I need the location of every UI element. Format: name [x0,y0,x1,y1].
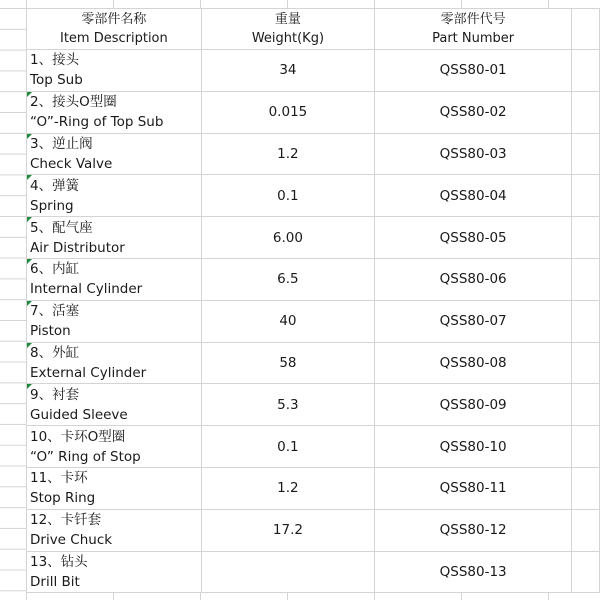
item-name-cn: 11、卡环 [30,470,88,487]
weight-cell[interactable]: 17.2 [201,509,374,551]
item-name-en: External Cylinder [30,364,147,381]
table-row [27,384,600,426]
empty-cell[interactable] [572,217,600,259]
item-name-cn: 3、逆止阀 [30,135,93,152]
weight-cell[interactable]: 0.015 [201,91,374,133]
item-name-cn: 5、配气座 [30,219,93,236]
table-row [27,258,600,300]
empty-cell[interactable] [572,50,600,92]
comment-indicator-icon [27,259,32,264]
weight-cell[interactable]: 6.00 [201,217,374,259]
item-description-cell[interactable] [27,509,202,551]
empty-cell[interactable] [572,258,600,300]
part-number-cell[interactable]: QSS80-13 [375,551,572,593]
item-description-cell[interactable] [27,467,202,509]
header-cell-part-number[interactable] [375,9,572,50]
table-row [27,175,600,217]
item-name-en: Air Distributor [30,239,125,256]
item-description-cell[interactable] [27,426,202,468]
header-row [27,9,600,50]
item-name-cn: 4、弹簧 [30,177,80,194]
header-description-cn: 零部件名称 [81,12,147,27]
weight-cell[interactable]: 5.3 [201,384,374,426]
part-number-cell[interactable]: QSS80-10 [375,426,572,468]
empty-cell[interactable] [572,426,600,468]
header-description-en: Item Description [59,31,168,46]
parts-table [26,8,600,593]
item-name-en: Check Valve [30,155,113,172]
part-number-cell[interactable]: QSS80-09 [375,384,572,426]
table-row [27,50,600,92]
item-description-cell[interactable] [27,91,202,133]
item-name-cn: 9、衬套 [30,386,80,403]
table-row [27,426,600,468]
empty-cell[interactable] [572,9,600,50]
item-description-cell[interactable] [27,50,202,92]
table-row [27,342,600,384]
table-row [27,551,600,593]
weight-cell[interactable]: 6.5 [201,258,374,300]
comment-indicator-icon [27,343,32,348]
item-name-en: Piston [30,323,71,340]
comment-indicator-icon [27,175,32,180]
empty-cell[interactable] [572,509,600,551]
part-number-cell[interactable]: QSS80-05 [375,217,572,259]
item-description-cell[interactable] [27,258,202,300]
item-name-en: Drive Chuck [30,532,113,549]
table-row [27,133,600,175]
item-name-cn: 7、活塞 [30,303,80,320]
header-part-cn: 零部件代号 [440,12,506,27]
empty-cell[interactable] [572,342,600,384]
part-number-cell[interactable]: QSS80-04 [375,175,572,217]
part-number-cell[interactable]: QSS80-11 [375,467,572,509]
weight-cell[interactable] [201,551,374,593]
part-number-cell[interactable]: QSS80-01 [375,50,572,92]
item-name-en: Guided Sleeve [30,406,128,423]
empty-cell[interactable] [572,467,600,509]
header-cell-description[interactable] [27,9,202,50]
item-name-cn: 8、外缸 [30,344,80,361]
item-description-cell[interactable] [27,342,202,384]
item-description-cell[interactable] [27,300,202,342]
parts-table-container [26,8,600,593]
weight-cell[interactable]: 1.2 [201,133,374,175]
item-description-cell[interactable] [27,217,202,259]
comment-indicator-icon [27,384,32,389]
item-description-cell[interactable] [27,133,202,175]
header-part-en: Part Number [432,31,515,46]
header-weight-cn: 重量 [274,12,301,27]
comment-indicator-icon [27,92,32,97]
part-number-cell[interactable]: QSS80-07 [375,300,572,342]
item-description-cell[interactable] [27,551,202,593]
comment-indicator-icon [27,134,32,139]
table-row [27,300,600,342]
weight-cell[interactable]: 0.1 [201,426,374,468]
table-row [27,467,600,509]
weight-cell[interactable]: 34 [201,50,374,92]
item-description-cell[interactable] [27,384,202,426]
table-row [27,91,600,133]
item-name-en: Top Sub [30,72,83,89]
weight-cell[interactable]: 40 [201,300,374,342]
item-name-en: “O”-Ring of Top Sub [30,114,164,131]
part-number-cell[interactable]: QSS80-03 [375,133,572,175]
empty-cell[interactable] [572,551,600,593]
part-number-cell[interactable]: QSS80-12 [375,509,572,551]
weight-cell[interactable]: 1.2 [201,467,374,509]
comment-indicator-icon [27,217,32,222]
empty-cell[interactable] [572,133,600,175]
table-row [27,217,600,259]
empty-cell[interactable] [572,91,600,133]
part-number-cell[interactable]: QSS80-06 [375,258,572,300]
item-name-cn: 13、钻头 [30,553,88,570]
item-name-en: Drill Bit [30,573,80,590]
empty-cell[interactable] [572,384,600,426]
item-name-cn: 6、内缸 [30,261,80,278]
part-number-cell[interactable]: QSS80-02 [375,91,572,133]
part-number-cell[interactable]: QSS80-08 [375,342,572,384]
header-weight-en: Weight(Kg) [251,31,325,46]
item-name-cn: 1、接头 [30,52,80,69]
item-name-en: Spring [30,197,74,214]
weight-cell[interactable]: 58 [201,342,374,384]
item-name-en: “O” Ring of Stop [30,448,141,465]
table-row [27,509,600,551]
weight-cell[interactable]: 0.1 [201,175,374,217]
item-description-cell[interactable] [27,175,202,217]
comment-indicator-icon [27,301,32,306]
item-name-en: Stop Ring [30,490,96,507]
empty-cell[interactable] [572,300,600,342]
item-name-cn: 10、卡环O型圈 [30,428,126,445]
item-name-cn: 12、卡钎套 [30,512,102,529]
empty-cell[interactable] [572,175,600,217]
item-name-en: Internal Cylinder [30,281,143,298]
header-cell-weight[interactable] [201,9,374,50]
item-name-cn: 2、接头O型圈 [30,94,117,111]
